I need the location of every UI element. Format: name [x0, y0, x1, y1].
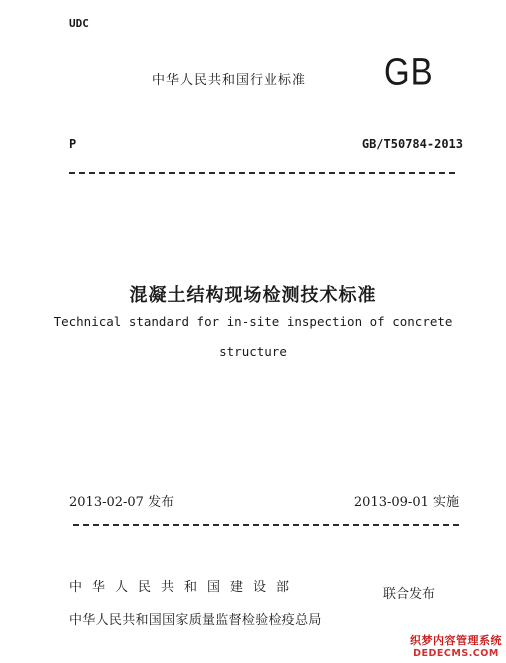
standard-type-heading: 中华人民共和国行业标准: [152, 73, 307, 88]
classification-code: P: [69, 137, 77, 151]
document-title-english-line2: structure: [219, 344, 287, 359]
document-title-chinese: 混凝土结构现场检测技术标准: [129, 285, 377, 306]
issue-date: 2013-02-07 发布: [69, 495, 175, 510]
publisher-aqsiq: 中华人民共和国国家质量监督检验检疫总局: [69, 613, 322, 628]
top-divider: [69, 172, 455, 174]
udc-label: UDC: [69, 17, 89, 30]
document-title-english-line1: Technical standard for in-site inspection of concrete: [53, 314, 453, 329]
watermark-chinese: 织梦内容管理系统: [410, 634, 502, 647]
watermark-english: DEDECMS.COM: [413, 648, 499, 659]
watermark: [410, 632, 502, 659]
gb-logo: GB: [384, 50, 434, 93]
implementation-date: 2013-09-01 实施: [353, 495, 459, 510]
publisher-ministry: 中华人民共和国建设部: [69, 580, 300, 595]
bottom-divider: [73, 524, 459, 526]
joint-release-label: 联合发布: [383, 587, 436, 602]
standard-number: GB/T50784-2013: [361, 137, 463, 151]
